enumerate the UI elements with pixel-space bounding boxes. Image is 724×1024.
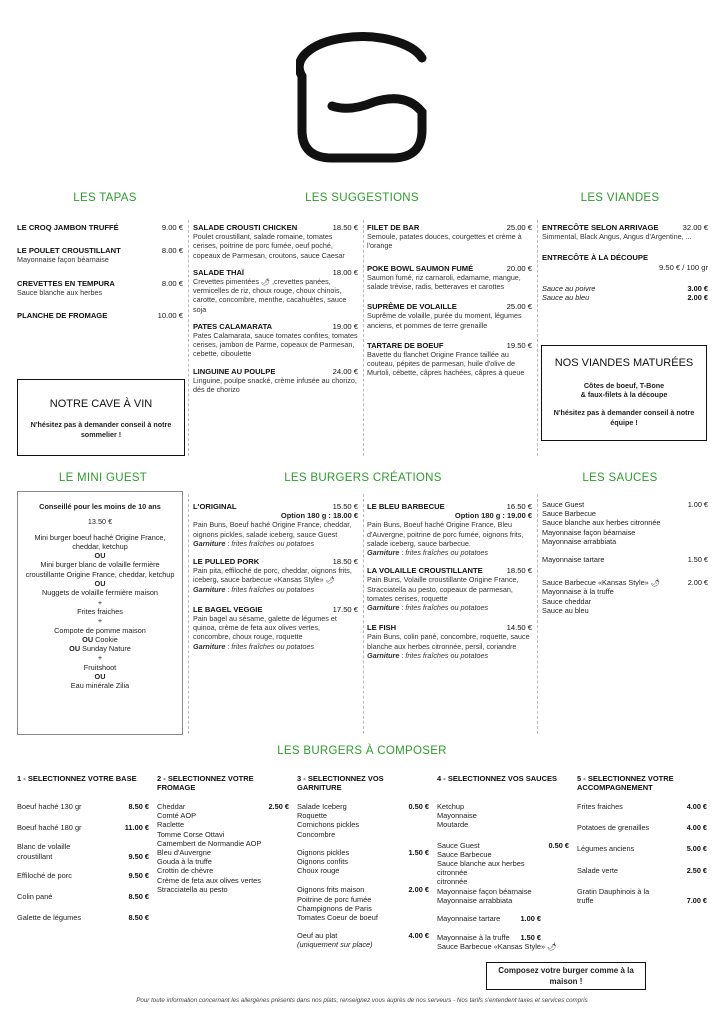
sauce-group: Sauce Barbecue «Kansas Style» 🌶 Mayonnaise à la truffe Sauce cheddar Sauce au bleu 2.00 € xyxy=(542,578,708,615)
burger-item: L'ORIGINAL 15.50 € Option 180 g : 18.00 € Pain Buns, Boeuf haché Origine France, cheddar, oignons pickles, salade iceberg, sauce Guest Garniture : frites fraîches ou potatoes xyxy=(193,502,358,548)
compose-row: Oignons frits maison Poitrine de porc fumée Champignons de Paris Tomates Coeur de boeuf 2.00 € xyxy=(297,885,429,923)
cave-text: N'hésitez pas à demander conseil à notre sommelier ! xyxy=(30,420,172,439)
tapas-item: LE CROQ JAMBON TRUFFÉ 9.00 € xyxy=(17,223,183,232)
compose-col-accompagnement xyxy=(577,774,707,905)
compose-row: Cheddar Comté AOP Raclette Tomme Corse Ottavi Camembert de Normandie AOP Bleu d'Auvergne Gouda à la truffe Crottin de chèvre Crème de feta aux olives vertes Stracciatella au pesto 2.50 € xyxy=(157,802,289,894)
mini-guest-line: Compote de pomme maison xyxy=(54,625,146,635)
suggestion-item: SALADE CROUSTI CHICKEN 18.50 € Poulet croustillant, salade romaine, tomates cerises, poitrine de porc fumée, oeuf poché, copeaux de Parmesan, croutons, sauce Caesar xyxy=(193,223,358,260)
mini-guest-lines xyxy=(24,502,176,691)
suggestions-title: LES SUGGESTIONS xyxy=(305,192,419,204)
compose-row: Galette de légumes 8.50 € xyxy=(17,913,149,923)
mini-guest-line: Eau minérale Zilia xyxy=(70,681,130,691)
footer-note: Pour toute information concernant les allergènes présents dans nos plats, renseignez vous auprès de nos serveurs - Nos tarifs s'entendent taxes et services compris xyxy=(136,997,588,1004)
compose-col-title: 5 - SELECTIONNEZ VOTRE ACCOMPAGNEMENT xyxy=(577,774,674,793)
compose-row: Potatoes de grenailles 4.00 € xyxy=(577,823,707,833)
mini-guest-line: OU xyxy=(94,672,106,682)
compose-row: Oeuf au plat (uniquement sur place) 4.00 € xyxy=(297,931,429,950)
tapas-item: PLANCHE DE FROMAGE 10.00 € xyxy=(17,311,183,321)
viande-sauce: Sauce au poivre 3.00 € xyxy=(542,283,708,293)
suggestion-item: TARTARE DE BOEUF 19.50 € Bavette du flanchet Origine France taillée au couteau, pépites de parmesan, huile d'olive de Murtoli, cébette, câpres hachées, câpres à queue xyxy=(367,340,532,378)
tapas-list xyxy=(17,223,183,328)
mini-guest-line: + xyxy=(97,616,103,626)
cave-box xyxy=(17,379,185,456)
maturees-line: & faux-filets à la découpe xyxy=(580,390,668,400)
sauce-group: Mayonnaise tartare 1.50 € xyxy=(542,555,708,565)
divider xyxy=(537,494,538,734)
tapas-title: LES TAPAS xyxy=(73,192,137,204)
compose-row: Oignons pickles Oignons confits Choux rouge 1.50 € xyxy=(297,847,429,876)
compose-col-base xyxy=(17,774,149,922)
viande-sauce: Sauce au bleu 2.00 € xyxy=(542,293,708,303)
suggestion-item: SALADE THAÏ 18.00 € Crevettes pimentées 🌶 ,crevettes panées, vermicelles de riz, choux rouge, choux chinois, carotte, concombre, menthe, cacahuètes, sauce soja xyxy=(193,267,358,314)
sauce-group: Sauce Guest Sauce Barbecue Sauce blanche aux herbes citronnée Mayonnaise façon béarnaise Mayonnaise arrabbiata 1.00 € xyxy=(542,500,708,546)
logo xyxy=(296,26,428,164)
mini-guest-line: OU xyxy=(94,551,106,561)
compose-row: Mayonnaise à la truffe 1.50 € Sauce Barbecue «Kansas Style» 🌶 xyxy=(437,933,557,952)
mini-guest-line: Fruitshoot xyxy=(83,662,117,672)
compose-row: Colin pané 8.50 € xyxy=(17,892,149,902)
mini-guest-line: + xyxy=(97,653,103,663)
sauces-list xyxy=(542,500,708,615)
mini-guest-line: OU Sunday Nature xyxy=(69,644,131,654)
compose-col-sauces xyxy=(437,774,569,952)
compose-row: Salade Iceberg Roquette Cornichons pickles Concombre 0.50 € xyxy=(297,802,429,839)
cave-title: NOTRE CAVE À VIN xyxy=(49,398,153,410)
compose-col-title: 4 - SELECTIONNEZ VOS SAUCES xyxy=(437,774,558,783)
compose-col-fromage xyxy=(157,774,289,894)
compose-row: Blanc de volaille croustillant 9.50 € xyxy=(17,842,149,861)
burger-item: LA VOLAILLE CROUSTILLANTE 18.50 € Pain Buns, Volaille croustillante Origine France, Stracciatella au pesto, copeaux de parmesan, tomates cerises, roquette Garniture : frites fraîches ou potatoes xyxy=(367,566,532,613)
viandes-title: LES VIANDES xyxy=(580,192,660,204)
mini-guest-line: Mini burger blanc de volaille fermière croustillante Origine France, cheddar, ketchup xyxy=(25,560,175,579)
sauces-title: LES SAUCES xyxy=(582,472,658,484)
maturees-title: NOS VIANDES MATURÉES xyxy=(554,357,694,369)
divider xyxy=(188,220,189,456)
divider xyxy=(188,494,189,734)
mini-guest-line: Frites fraiches xyxy=(77,606,123,616)
tapas-item: LE POULET CROUSTILLANT 8.00 € Mayonnaise façon béarnaise xyxy=(17,246,183,265)
burgers-left xyxy=(193,502,358,659)
mini-guest-box xyxy=(17,491,183,735)
suggestions-left xyxy=(193,223,358,402)
compose-row: Sauce Guest Sauce Barbecue Sauce blanche aux herbes citronnée citronnée Mayonnaise façon béarnaise Mayonnaise arrabbiata 0.50 € xyxy=(437,840,569,905)
suggestion-item: SUPRÊME DE VOLAILLE 25.00 € Suprême de volaille, purée du moment, légumes anciens, et pommes de terre grenaille xyxy=(367,302,532,330)
mini-guest-title: LE MINI GUEST xyxy=(58,472,148,484)
maturees-line: Côtes de boeuf, T-Bone xyxy=(583,381,665,390)
compose-row: Mayonnaise tartare 1.00 € xyxy=(437,914,541,924)
maturees-text: N'hésitez pas à demander conseil à notre équipe ! xyxy=(553,408,695,427)
divider xyxy=(537,220,538,456)
mini-guest-line: OU Cookie xyxy=(82,634,118,644)
mini-guest-line: OU xyxy=(94,579,106,589)
suggestions-right xyxy=(367,223,532,386)
compose-row: Salade verte 2.50 € xyxy=(577,865,707,875)
mini-guest-line: Conseillé pour les moins de 10 ans xyxy=(39,502,161,511)
logo-g-icon xyxy=(296,26,428,164)
maturees-box xyxy=(541,345,707,441)
compose-col-title: 3 - SELECTIONNEZ VOS GARNITURE xyxy=(297,774,384,793)
suggestion-item: FILET DE BAR 25.00 € Semoule, patates douces, courgettes et crème à l'orange xyxy=(367,223,532,251)
compose-row: Ketchup Mayonnaise Moutarde xyxy=(437,802,477,830)
compose-row: Boeuf haché 130 gr 8.50 € xyxy=(17,802,149,811)
mini-guest-line: 13.50 € xyxy=(87,517,113,527)
burgers-right xyxy=(367,502,532,668)
burger-item: LE BAGEL VEGGIE 17.50 € Pain bagel au sésame, galette de légumes et quinoa, crème de feta aux olives vertes, concombre, choux rouge, roquette Garniture : frites fraîches ou potatoes xyxy=(193,604,358,651)
burger-item: LE FISH 14.50 € Pain Buns, colin pané, concombre, roquette, sauce blanche aux herbes citronnée, persil, coriandre Garniture : frites fraîches ou potatoes xyxy=(367,623,532,660)
compose-row: Frites fraiches 4.00 € xyxy=(577,802,707,811)
burgers-composer-title: LES BURGERS À COMPOSER xyxy=(277,745,447,757)
viande-item: ENTRECÔTE À LA DÉCOUPE 9.50 € / 100 gr xyxy=(542,253,708,272)
compose-col-title: 1 - SELECTIONNEZ VOTRE BASE xyxy=(17,774,137,783)
mini-guest-line: Mini burger boeuf haché Origine France, cheddar, ketchup xyxy=(34,532,166,551)
suggestion-item: LINGUINE AU POULPE 24.00 € Linguine, poulpe snacké, crème infusée au chorizo, dés de chorizo xyxy=(193,366,358,395)
burger-item: LE BLEU BARBECUE 16.50 € Option 180 g : 19.00 € Pain Buns, Boeuf haché Origine France, Bleu d'Auvergne, poitrine de porc fumée, oignons frits, salade iceberg, sauce barbecue. Garniture : frites fraîches ou potatoes xyxy=(367,502,532,558)
compose-row: Légumes anciens 5.00 € xyxy=(577,844,707,854)
burgers-creations-title: LES BURGERS CRÉATIONS xyxy=(284,472,442,484)
compose-callout: Composez votre burger comme à la maison ! xyxy=(486,962,646,990)
compose-row: Effiloché de porc 9.50 € xyxy=(17,870,149,880)
suggestion-item: PATES CALAMARATA 19.00 € Pates Calamarata, sauce tomates confites, tomates cerises, jambon de Parme, copeaux de Parmesan, cebette, ciboulette xyxy=(193,321,358,359)
compose-row: Gratin Dauphinois à la truffe 7.00 € xyxy=(577,886,707,906)
mini-guest-line: Nuggets de volaille fermière maison xyxy=(42,588,158,598)
compose-col-title: 2 - SELECTIONNEZ VOTRE FROMAGE xyxy=(157,774,254,793)
burger-item: LE PULLED PORK 18.50 € Pain pita, effiloché de porc, cheddar, oignons frits, iceberg, sauce barbecue «Kansas Style» 🌶 Garniture : frites fraîches ou potatoes xyxy=(193,557,358,594)
compose-col-garniture xyxy=(297,774,429,950)
compose-row: Boeuf haché 180 gr 11.00 € xyxy=(17,823,149,833)
viandes-list xyxy=(542,223,708,302)
suggestion-item: POKE BOWL SAUMON FUMÉ 20.00 € Saumon fumé, riz carnaroli, edamame, mangue, salade trévise, radis, betteraves et carottes xyxy=(367,263,532,292)
viande-item: ENTRECÔTE SELON ARRIVAGE 32.00 € Simmental, Black Angus, Angus d'Argentine, ... xyxy=(542,223,708,242)
mini-guest-line: + xyxy=(97,597,103,607)
tapas-item: CREVETTES EN TEMPURA 8.00 € Sauce blanche aux herbes xyxy=(17,278,183,297)
divider xyxy=(363,220,364,456)
divider xyxy=(363,494,364,734)
